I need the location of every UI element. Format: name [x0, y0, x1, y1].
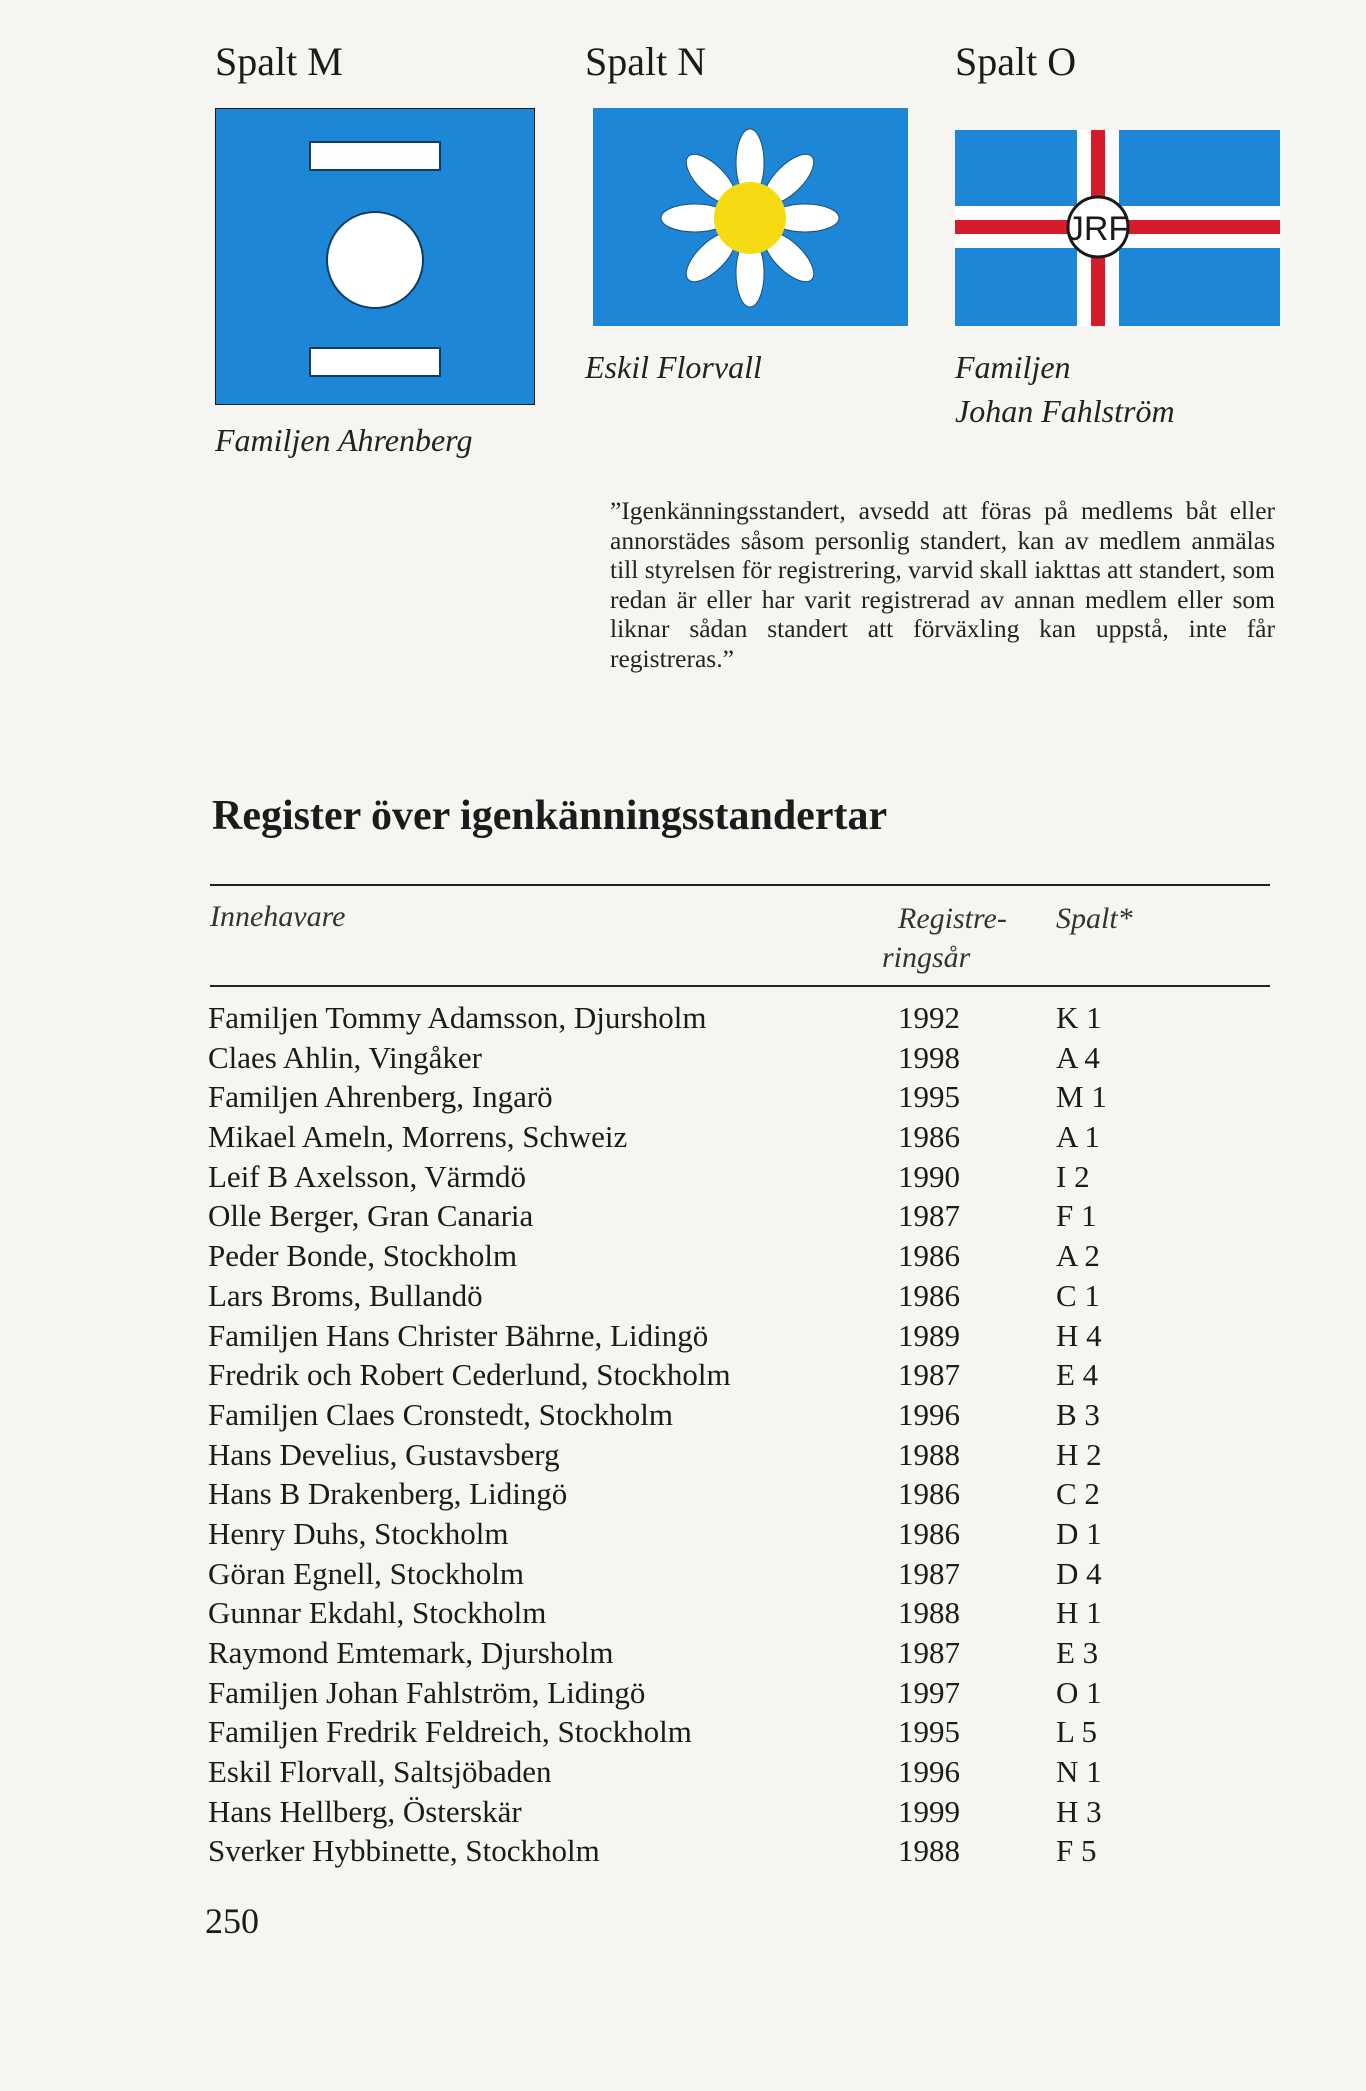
- row-spalt: O 1: [1056, 1674, 1102, 1710]
- row-owner: Göran Egnell, Stockholm: [208, 1555, 524, 1591]
- row-year: 1999: [898, 1793, 960, 1829]
- row-spalt: M 1: [1056, 1079, 1107, 1115]
- row-year: 1992: [898, 1000, 960, 1035]
- row-spalt: B 3: [1056, 1396, 1100, 1432]
- row-year: 1988: [898, 1595, 960, 1631]
- row-year: 1986: [898, 1238, 960, 1274]
- row-year: 1987: [898, 1198, 960, 1234]
- register-table: [208, 998, 1278, 1871]
- row-owner: Raymond Emtemark, Djursholm: [208, 1635, 614, 1670]
- row-spalt: D 1: [1056, 1515, 1102, 1551]
- table-row: [208, 1792, 1278, 1832]
- row-owner: Familjen Tommy Adamsson, Djursholm: [208, 1000, 707, 1035]
- row-owner: Familjen Ahrenberg, Ingarö: [208, 1079, 553, 1115]
- row-spalt: E 4: [1056, 1357, 1099, 1393]
- table-row: [208, 1633, 1278, 1673]
- row-owner: Fredrik och Robert Cederlund, Stockholm: [208, 1357, 731, 1393]
- caption-o-line2: Johan Fahlström: [955, 393, 1175, 429]
- column-heading-o: Spalt O: [955, 39, 1077, 84]
- row-spalt: H 4: [1056, 1317, 1102, 1353]
- row-year: 1995: [898, 1079, 960, 1115]
- caption-n: Eskil Florvall: [585, 349, 762, 385]
- row-spalt: C 2: [1056, 1476, 1100, 1512]
- row-owner: Hans B Drakenberg, Lidingö: [208, 1476, 568, 1512]
- table-row: [208, 1593, 1278, 1633]
- flag-n-daisy: [593, 108, 908, 326]
- row-spalt: H 3: [1056, 1793, 1102, 1829]
- row-spalt: K 1: [1056, 1000, 1102, 1035]
- page-number: 250: [205, 1901, 259, 1941]
- row-year: 1996: [898, 1754, 960, 1790]
- row-owner: Claes Ahlin, Vingåker: [208, 1039, 482, 1075]
- column-heading-n: Spalt N: [585, 39, 707, 84]
- row-owner: Henry Duhs, Stockholm: [208, 1515, 509, 1551]
- row-spalt: D 4: [1056, 1555, 1102, 1591]
- row-year: 1989: [898, 1317, 960, 1353]
- row-year: 1995: [898, 1714, 960, 1750]
- header-year-line2: ringsår: [882, 941, 971, 974]
- table-row: [208, 1077, 1278, 1117]
- table-row: [208, 1554, 1278, 1594]
- row-year: 1988: [898, 1833, 960, 1869]
- row-spalt: A 1: [1056, 1119, 1100, 1155]
- register-title: Register över igenkänningsstandertar: [212, 793, 888, 839]
- row-owner: Familjen Fredrik Feldreich, Stockholm: [208, 1714, 692, 1750]
- table-top-rule: [210, 884, 1270, 886]
- table-row: [208, 1117, 1278, 1157]
- row-owner: Mikael Ameln, Morrens, Schweiz: [208, 1119, 628, 1155]
- row-spalt: F 1: [1056, 1198, 1097, 1234]
- row-spalt: A 2: [1056, 1238, 1100, 1274]
- table-row: [208, 1276, 1278, 1316]
- row-year: 1986: [898, 1515, 960, 1551]
- row-owner: Lars Broms, Bullandö: [208, 1277, 483, 1313]
- row-spalt: F 5: [1056, 1833, 1097, 1869]
- row-year: 1987: [898, 1555, 960, 1591]
- table-row: [208, 1435, 1278, 1475]
- row-year: 1996: [898, 1396, 960, 1432]
- table-row: [208, 1752, 1278, 1792]
- table-row: [208, 1395, 1278, 1435]
- row-year: 1986: [898, 1476, 960, 1512]
- row-year: 1987: [898, 1357, 960, 1393]
- row-spalt: N 1: [1056, 1754, 1102, 1790]
- row-spalt: H 1: [1056, 1595, 1102, 1631]
- row-year: 1986: [898, 1119, 960, 1155]
- table-header-rule: [210, 985, 1270, 987]
- row-year: 1986: [898, 1277, 960, 1313]
- row-spalt: C 1: [1056, 1277, 1100, 1313]
- table-row: [208, 1355, 1278, 1395]
- row-owner: Familjen Claes Cronstedt, Stockholm: [208, 1396, 673, 1432]
- table-row: [208, 1712, 1278, 1752]
- row-spalt: L 5: [1056, 1714, 1098, 1750]
- row-year: 1987: [898, 1635, 960, 1670]
- table-row: [208, 1514, 1278, 1554]
- table-row: [208, 998, 1278, 1038]
- caption-m: Familjen Ahrenberg: [215, 422, 473, 458]
- row-owner: Eskil Florvall, Saltsjöbaden: [208, 1754, 552, 1790]
- table-row: [208, 1673, 1278, 1713]
- row-spalt: H 2: [1056, 1436, 1102, 1472]
- flag-o-jrf: [955, 130, 1280, 326]
- row-year: 1997: [898, 1674, 960, 1710]
- flag-m-ahrenberg: [215, 108, 535, 405]
- caption-o-line1: Familjen: [955, 349, 1071, 385]
- row-spalt: E 3: [1056, 1635, 1099, 1670]
- table-row: [208, 1157, 1278, 1197]
- row-owner: Peder Bonde, Stockholm: [208, 1238, 518, 1274]
- row-owner: Hans Hellberg, Österskär: [208, 1793, 522, 1829]
- table-row: [208, 1474, 1278, 1514]
- table-row: [208, 1196, 1278, 1236]
- table-row: [208, 1316, 1278, 1356]
- row-owner: Gunnar Ekdahl, Stockholm: [208, 1595, 547, 1631]
- header-spalt: Spalt*: [1056, 902, 1133, 935]
- row-year: 1990: [898, 1158, 960, 1194]
- table-row: [208, 1236, 1278, 1276]
- header-owner: Innehavare: [210, 900, 346, 933]
- row-owner: Leif B Axelsson, Värmdö: [208, 1158, 527, 1194]
- table-row: [208, 1831, 1278, 1871]
- row-owner: Sverker Hybbinette, Stockholm: [208, 1833, 600, 1869]
- row-year: 1998: [898, 1039, 960, 1075]
- header-year-line1: Registre-: [898, 902, 1007, 935]
- row-spalt: I 2: [1056, 1158, 1090, 1194]
- row-owner: Hans Develius, Gustavsberg: [208, 1436, 560, 1472]
- row-year: 1988: [898, 1436, 960, 1472]
- row-spalt: A 4: [1056, 1039, 1100, 1075]
- table-row: [208, 1038, 1278, 1078]
- column-heading-m: Spalt M: [215, 39, 343, 84]
- row-owner: Familjen Johan Fahlström, Lidingö: [208, 1674, 646, 1710]
- row-owner: Olle Berger, Gran Canaria: [208, 1198, 534, 1234]
- row-owner: Familjen Hans Christer Bährne, Lidingö: [208, 1317, 709, 1353]
- quote-paragraph: ”Igenkänningsstandert, avsedd att föras på medlems båt eller annorstädes såsom personlig standert, kan av medlem anmälas till styrelsen för registrering, varvid skall iakttas att standert, som redan är eller har varit registrerad av annan medlem eller som liknar sådan standert att förväxling kan uppstå, inte får registreras.”: [610, 496, 1275, 673]
- emblem-jrf-text: JRF: [1066, 210, 1130, 248]
